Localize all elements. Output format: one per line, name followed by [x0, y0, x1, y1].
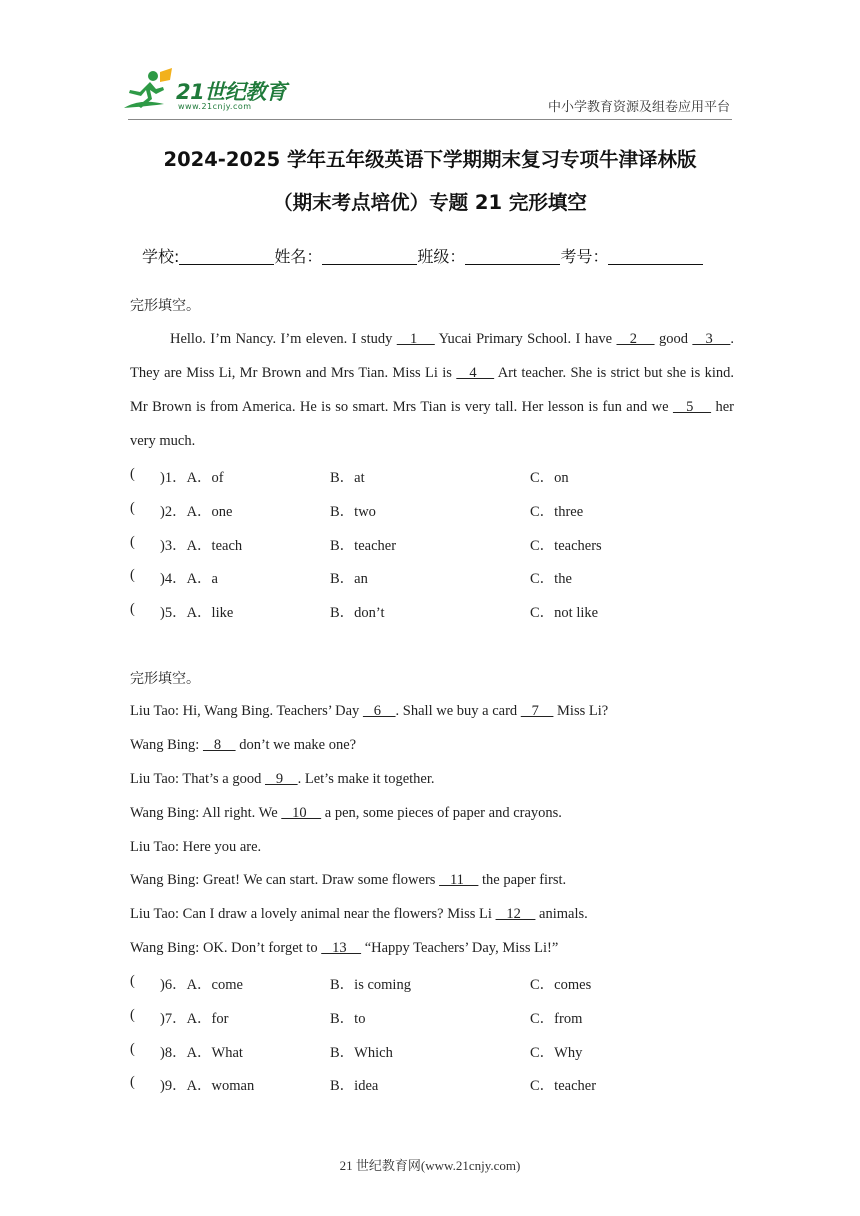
answer-bracket[interactable]: (: [130, 1041, 135, 1057]
text-segment: good: [654, 331, 693, 347]
exam-number-blank[interactable]: [608, 248, 703, 265]
blank-number: 9: [264, 771, 298, 787]
question-row: [130, 466, 730, 486]
text-segment: Hello. I’m Nancy. I’m eleven. I study: [170, 331, 397, 347]
blank-number: 3: [692, 331, 731, 347]
text-segment: Wang Bing: OK. Don’t forget to: [130, 940, 322, 956]
option-b[interactable]: B．teacher: [330, 538, 397, 554]
text-segment: the paper first.: [478, 872, 567, 888]
option-a[interactable]: )6．A．come: [160, 977, 243, 993]
option-a[interactable]: )8．A．What: [160, 1045, 243, 1061]
answer-bracket[interactable]: (: [130, 973, 135, 989]
answer-bracket[interactable]: (: [130, 601, 135, 617]
blank-number: 5: [672, 399, 712, 415]
question-row: [130, 567, 730, 587]
text-segment: . They are Miss Li, Mr Brown and Mrs Tian. Miss Li is: [130, 331, 735, 381]
dialogue-line: [130, 771, 435, 788]
blank-number: 6: [362, 703, 396, 719]
option-b[interactable]: B．idea: [330, 1078, 379, 1094]
question-row: [130, 500, 730, 520]
dialogue-line: [130, 737, 356, 754]
blank-number: 1: [396, 331, 435, 347]
question-row: [130, 534, 730, 554]
header-divider: [128, 119, 732, 120]
logo-subtitle: www.21cnjy.com: [178, 102, 252, 111]
page-title-line-2: （期末考点培优）专题 21 完形填空: [273, 191, 587, 214]
blank-number: 8: [202, 737, 236, 753]
name-label: 姓名：: [274, 247, 323, 266]
option-b[interactable]: B．two: [330, 504, 376, 520]
blank-number: 13: [321, 940, 362, 956]
student-info-line: [142, 244, 703, 267]
class-label: 班级：: [417, 247, 466, 266]
text-segment: “Happy Teachers’ Day, Miss Li!”: [361, 940, 559, 956]
text-segment: . Shall we buy a card: [395, 703, 521, 719]
blank-number: 11: [439, 872, 479, 888]
text-segment: Wang Bing:: [130, 737, 203, 753]
question-row: [130, 1007, 730, 1027]
text-segment: . Let’s make it together.: [297, 771, 435, 787]
dialogue-line: [130, 906, 588, 923]
text-segment: Wang Bing: Great! We can start. Draw some flowers: [130, 872, 440, 888]
page-footer: 21 世纪教育网(www.21cnjy.com): [339, 1158, 521, 1173]
question-row: [130, 1041, 730, 1061]
option-c[interactable]: C．teacher: [530, 1078, 597, 1094]
question-row: [130, 973, 730, 993]
answer-bracket[interactable]: (: [130, 567, 135, 583]
text-segment: Liu Tao: Hi, Wang Bing. Teachers’ Day: [130, 703, 363, 719]
text-segment: Art teacher. She is strict but she is kind. Mr Brown is from America. He is so smart. Mrs Tian is very tall. Her lesson is fun and we: [130, 365, 734, 415]
answer-bracket[interactable]: (: [130, 534, 135, 550]
option-b[interactable]: B．to: [330, 1011, 366, 1027]
answer-bracket[interactable]: (: [130, 466, 135, 482]
section-1-passage: [130, 322, 734, 458]
text-segment: Yucai Primary School. I have: [434, 331, 617, 347]
text-segment: a pen, some pieces of paper and crayons.: [321, 805, 562, 821]
class-blank[interactable]: [465, 248, 560, 265]
option-b[interactable]: B．is coming: [330, 977, 411, 993]
dialogue-line: [130, 940, 558, 957]
school-label: 学校:: [142, 247, 180, 266]
option-c[interactable]: C．Why: [530, 1045, 583, 1061]
option-b[interactable]: B．an: [330, 571, 368, 587]
text-segment: animals.: [535, 906, 588, 922]
dialogue-line: [130, 703, 608, 720]
text-segment: don’t we make one?: [235, 737, 357, 753]
option-a[interactable]: )7．A．for: [160, 1011, 229, 1027]
name-blank[interactable]: [322, 248, 417, 265]
school-blank[interactable]: [179, 248, 274, 265]
text-segment: Liu Tao: Here you are.: [130, 839, 262, 855]
option-c[interactable]: C．from: [530, 1011, 583, 1027]
option-a[interactable]: )5．A．like: [160, 605, 234, 621]
answer-bracket[interactable]: (: [130, 500, 135, 516]
option-c[interactable]: C．on: [530, 470, 569, 486]
blank-number: 4: [456, 365, 495, 381]
blank-number: 2: [616, 331, 655, 347]
answer-bracket[interactable]: (: [130, 1074, 135, 1090]
option-c[interactable]: C．comes: [530, 977, 592, 993]
text-segment: her very much.: [130, 399, 735, 449]
option-a[interactable]: )4．A．a: [160, 571, 218, 587]
section-1-heading: 完形填空。: [130, 298, 200, 314]
dialogue-line: [130, 805, 562, 822]
question-row: [130, 1074, 730, 1094]
blank-number: 7: [520, 703, 554, 719]
text-segment: Miss Li?: [553, 703, 609, 719]
option-a[interactable]: )9．A．woman: [160, 1078, 255, 1094]
answer-bracket[interactable]: (: [130, 1007, 135, 1023]
option-c[interactable]: C．teachers: [530, 538, 602, 554]
blank-number: 10: [281, 805, 322, 821]
page-title-line-1: 2024-2025 学年五年级英语下学期期末复习专项牛津译林版: [163, 148, 697, 171]
text-segment: Liu Tao: That’s a good: [130, 771, 265, 787]
dialogue-line: [130, 839, 261, 856]
option-a[interactable]: )1．A．of: [160, 470, 224, 486]
option-b[interactable]: B．Which: [330, 1045, 393, 1061]
option-c[interactable]: C．the: [530, 571, 572, 587]
runner-logo-icon: [120, 68, 176, 114]
exam-number-label: 考号：: [560, 247, 609, 266]
question-row: [130, 601, 730, 621]
blank-number: 12: [495, 906, 536, 922]
option-c[interactable]: C．not like: [530, 605, 599, 621]
dialogue-line: [130, 872, 566, 889]
option-b[interactable]: B．don’t: [330, 605, 385, 621]
platform-tagline: 中小学教育资源及组卷应用平台: [547, 100, 730, 115]
section-2-heading: 完形填空。: [130, 671, 200, 687]
option-c[interactable]: C．three: [530, 504, 584, 520]
option-b[interactable]: B．at: [330, 470, 365, 486]
option-a[interactable]: )3．A．teach: [160, 538, 243, 554]
text-segment: Wang Bing: All right. We: [130, 805, 282, 821]
logo-text: 21世纪教育: [176, 80, 287, 104]
logo: [120, 68, 290, 116]
text-segment: Liu Tao: Can I draw a lovely animal near the flowers? Miss Li: [130, 906, 496, 922]
option-a[interactable]: )2．A．one: [160, 504, 233, 520]
